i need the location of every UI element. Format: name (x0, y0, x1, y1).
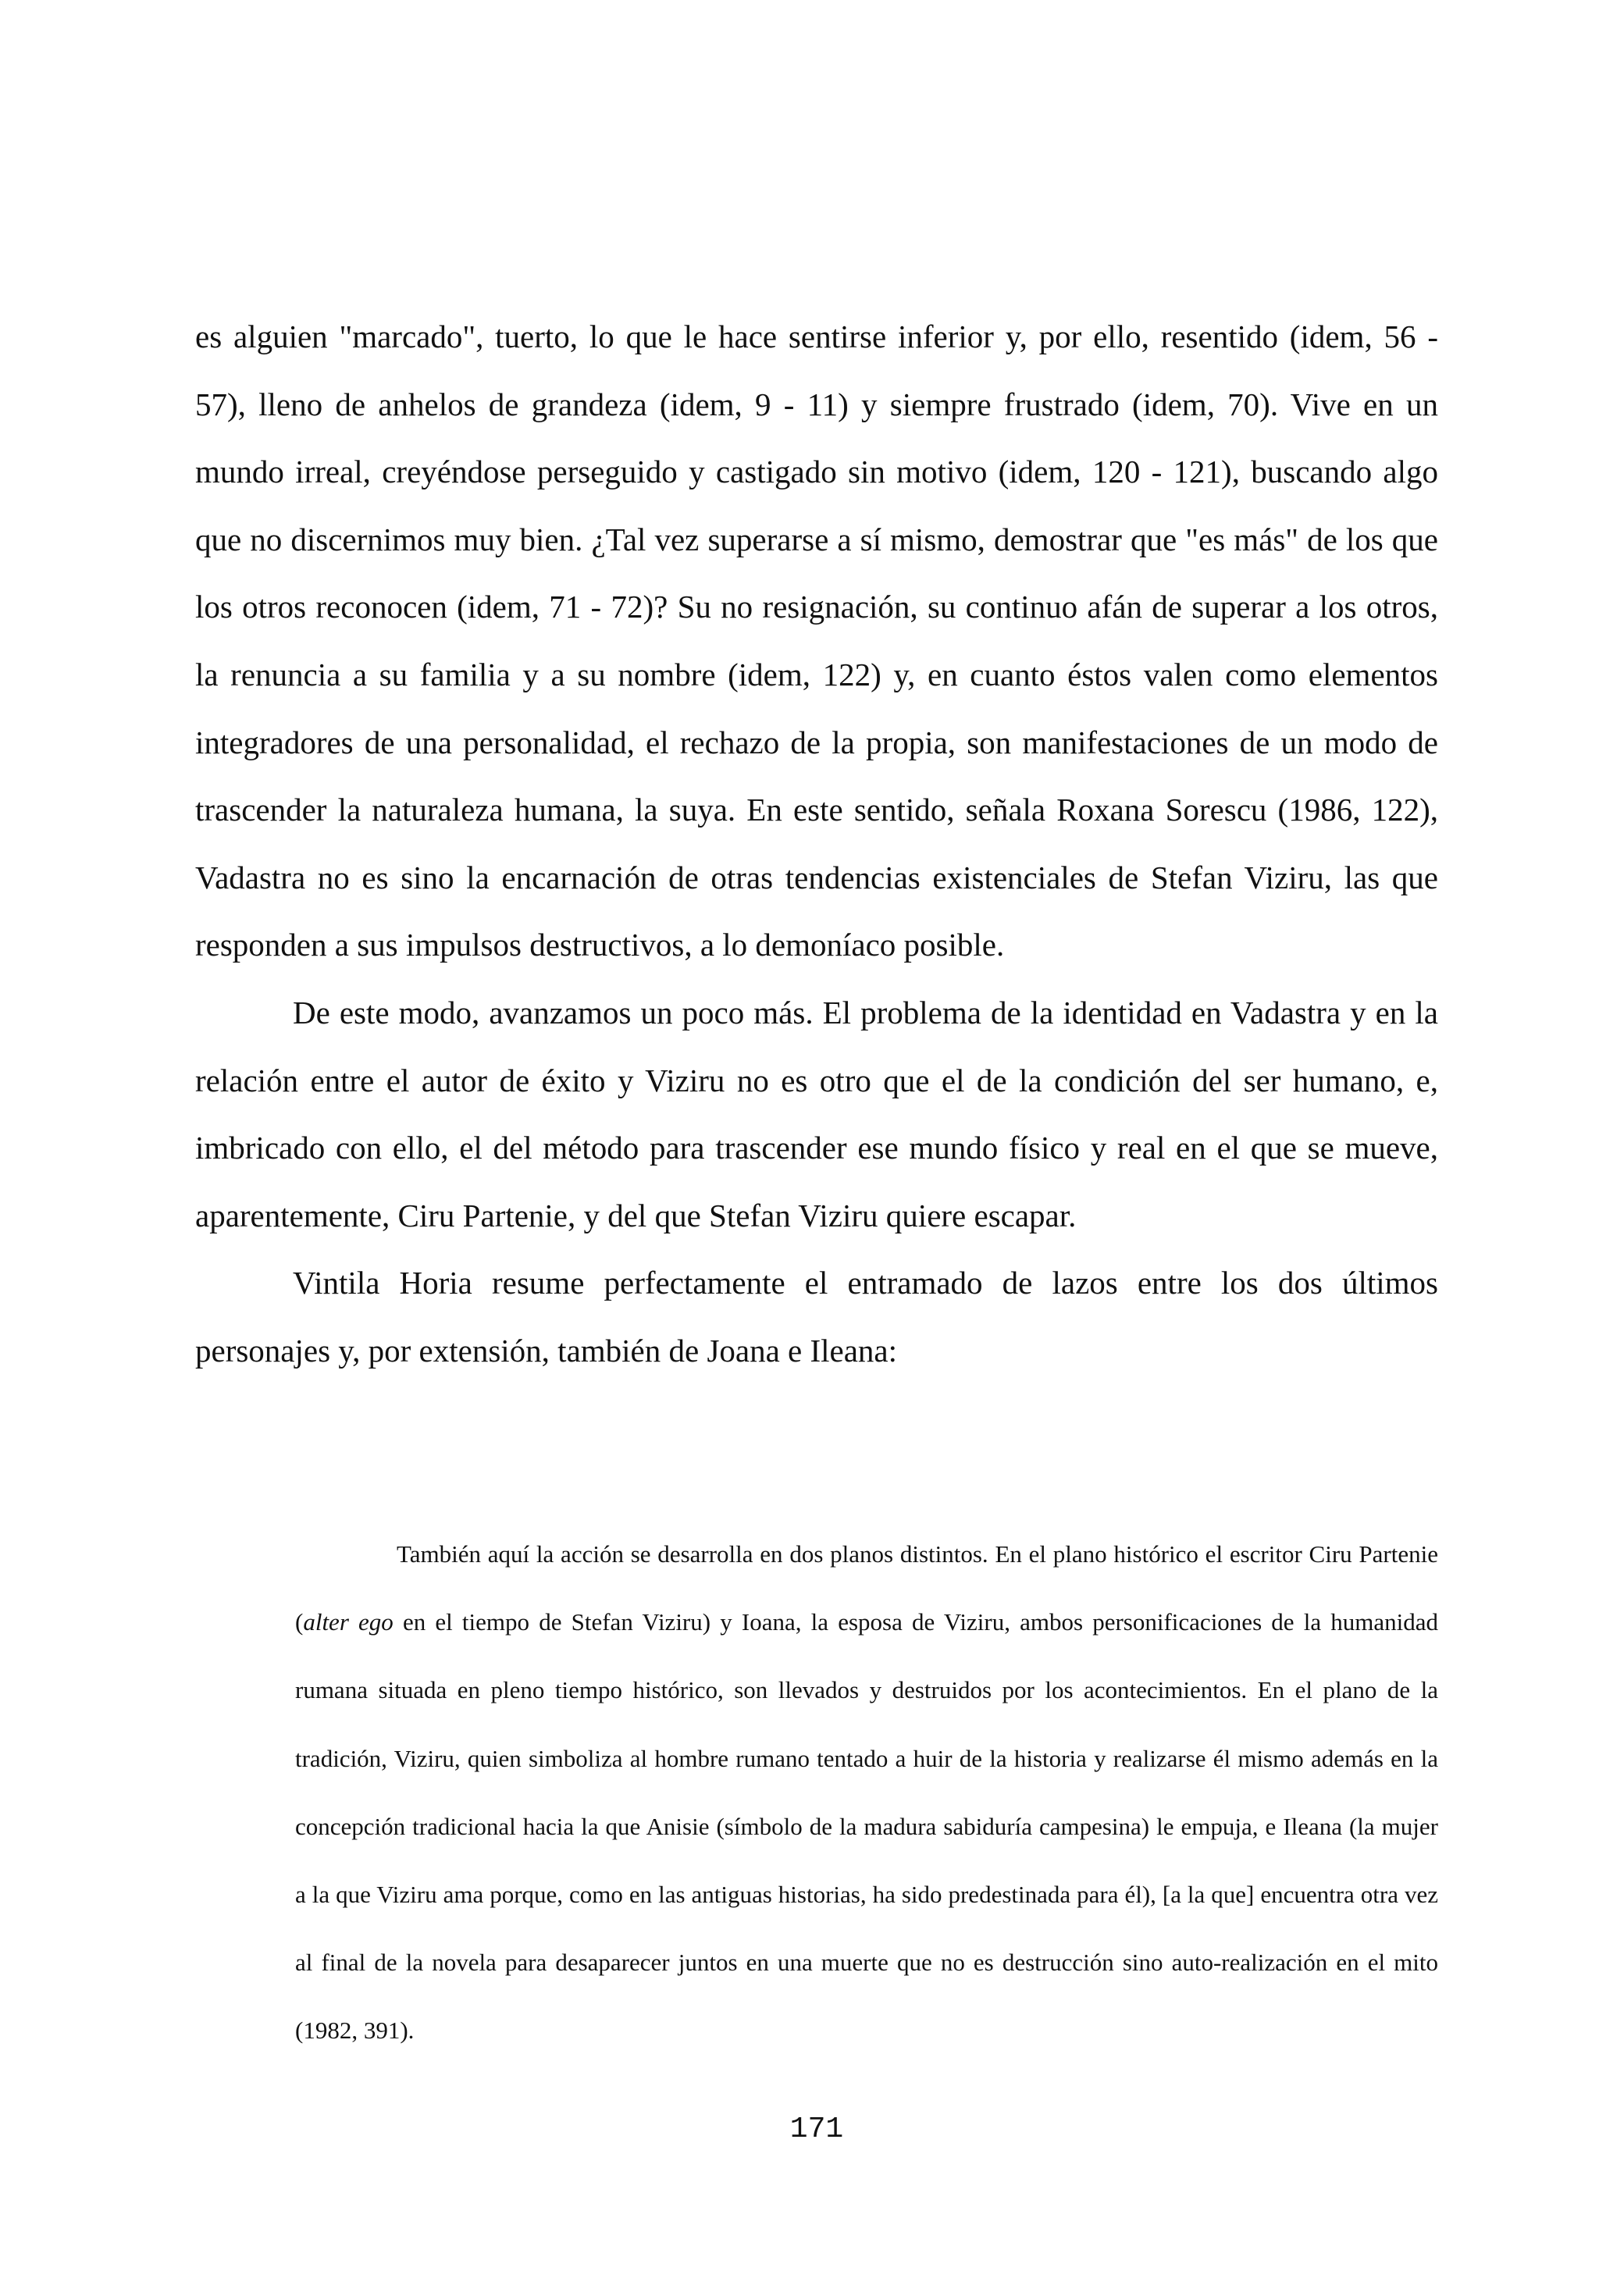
body-text (195, 303, 1438, 1385)
quote-text-part-2: en el tiempo de Stefan Viziru) y Ioana, la esposa de Viziru, ambos personificaciones de la humanidad rumana situada en pleno tiempo histórico, son llevados y destruidos por los acontecimientos. En el plano de la tradición, Viziru, quien simboliza al hombre rumano tentado a huir de la historia y realizarse él mismo además en la concepción tradicional hacia la que Anisie (símbolo de la madura sabiduría campesina) le empuja, e Ileana (la mujer a la que Viziru ama porque, como en las antiguas historias, ha sido predestinada para él), [a la que] encuentra otra vez al final de la novela para desaparecer juntos en una muerte que no es destrucción sino auto-realización en el mito (1982, 391). (295, 1608, 1438, 2045)
quote-italic-term: alter ego (303, 1608, 394, 1636)
paragraph-1: es alguien "marcado", tuerto, lo que le hace sentirse inferior y, por ello, resentido (idem, 56 - 57), lleno de anhelos de grandeza (idem, 9 - 11) y siempre frustrado (idem, 70). Vive en un mundo irreal, creyéndose perseguido y castigado sin motivo (idem, 120 - 121), buscando algo que no discernimos muy bien. ¿Tal vez superarse a sí mismo, demostrar que "es más" de los que los otros reconocen (idem, 71 - 72)? Su no resignación, su continuo afán de superar a los otros, la renuncia a su familia y a su nombre (idem, 122) y, en cuanto éstos valen como elementos integradores de una personalidad, el rechazo de la propia, son manifestaciones de un modo de trascender la naturaleza humana, la suya. En este sentido, señala Roxana Sorescu (1986, 122), Vadastra no es sino la encarnación de otras tendencias existenciales de Stefan Viziru, las que responden a sus impulsos destructivos, a lo demoníaco posible. (195, 319, 1438, 963)
paragraph-3: Vintila Horia resume perfectamente el entramado de lazos entre los dos últimos personajes y, por extensión, también de Joana e Ileana: (195, 1265, 1438, 1369)
block-quote (295, 1520, 1438, 2065)
quote-paragraph (295, 1520, 1438, 2065)
paragraph-2: De este modo, avanzamos un poco más. El problema de la identidad en Vadastra y en la relación entre el autor de éxito y Viziru no es otro que el de la condición del ser humano, e, imbricado con ello, el del método para trascender ese mundo físico y real en el que se mueve, aparentemente, Ciru Partenie, y del que Stefan Viziru quiere escapar. (195, 994, 1438, 1233)
document-page (195, 0, 1438, 2296)
page-number: 171 (789, 2113, 844, 2146)
quote-text-part-1: También aquí la acción se desarrolla en dos planos distintos. En el plano histórico el escritor Ciru Partenie ( (295, 1540, 1438, 1636)
